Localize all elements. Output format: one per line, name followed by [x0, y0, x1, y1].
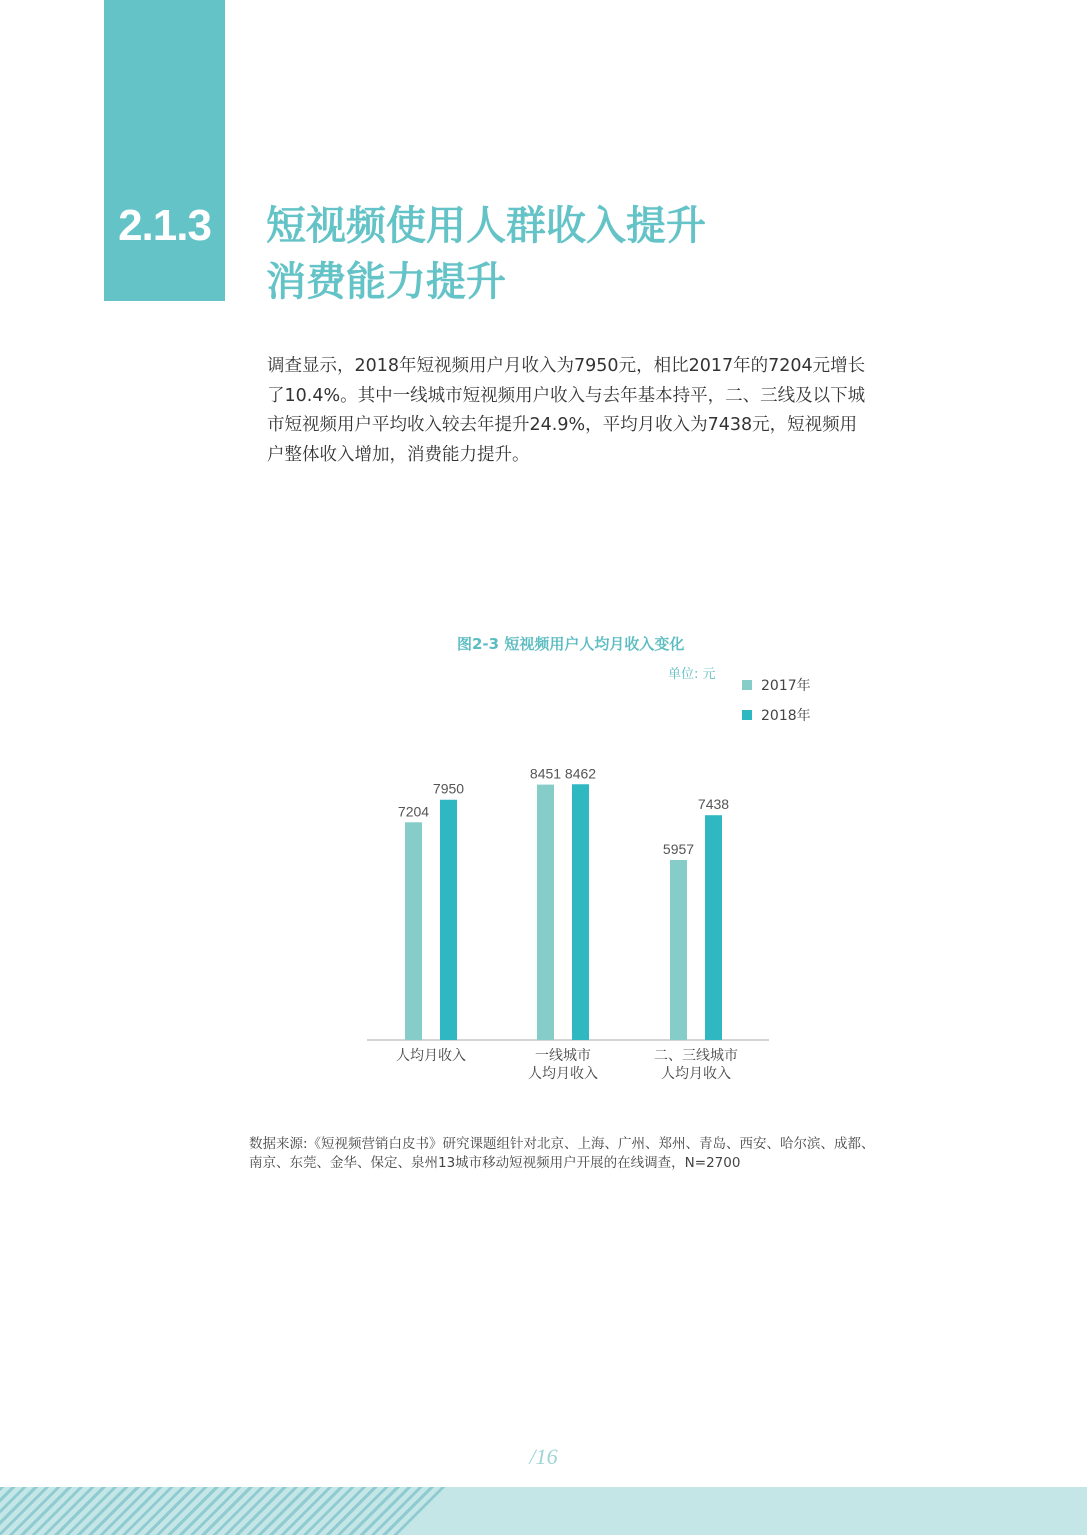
bar-2018年-2	[705, 815, 722, 1040]
x-tick-label: 人均月收入	[528, 1066, 598, 1082]
source-line: 南京、东莞、金华、保定、泉州13城市移动短视频用户开展的在线调查，N=2700	[249, 1155, 741, 1171]
data-source-note	[249, 1135, 949, 1173]
intro-line: 了10.4%。其中一线城市短视频用户收入与去年基本持平，二、三线及以下城	[267, 385, 866, 406]
chart-unit-label: 单位: 元	[668, 667, 716, 682]
data-label: 7438	[697, 796, 730, 813]
legend-label-2017: 2017年	[761, 678, 811, 694]
footer-stripes	[0, 1487, 448, 1535]
footer-band	[0, 1487, 1087, 1535]
chart-title: 图2-3 短视频用户人均月收入变化	[457, 635, 685, 653]
page-number	[0, 1444, 1087, 1470]
source-line: 数据来源:《短视频营销白皮书》研究课题组针对北京、上海、广州、郑州、青岛、西安、哈尔滨、成都、	[249, 1136, 875, 1152]
heading-line-1: 短视频使用人群收入提升	[266, 203, 706, 249]
bar-2017年-1	[537, 785, 554, 1040]
page-number-value: 16	[535, 1444, 558, 1469]
bar-2018年-1	[572, 784, 589, 1040]
heading-line-2: 消费能力提升	[266, 259, 506, 305]
legend-label-2018: 2018年	[761, 708, 811, 724]
intro-line: 户整体收入增加，消费能力提升。	[267, 444, 530, 465]
bar-2017年-0	[405, 822, 422, 1040]
data-label: 7950	[432, 780, 465, 797]
bar-2017年-2	[670, 860, 687, 1040]
intro-line: 市短视频用户平均收入较去年提升24.9%，平均月收入为7438元，短视频用	[267, 415, 858, 435]
data-label: 5957	[662, 840, 695, 857]
data-label: 8451	[529, 765, 562, 782]
section-number: 2.1.3	[118, 201, 211, 250]
x-tick-label: 一线城市	[535, 1048, 591, 1064]
x-tick-label: 二、三线城市	[654, 1048, 738, 1064]
x-tick-label: 人均月收入	[396, 1048, 466, 1064]
intro-line: 调查显示，2018年短视频用户月收入为7950元，相比2017年的7204元增长	[267, 356, 866, 376]
data-label: 7204	[397, 803, 430, 820]
page-number-slash: /	[529, 1444, 536, 1469]
data-label: 8462	[564, 765, 597, 782]
bar-2018年-0	[440, 800, 457, 1040]
x-tick-label: 人均月收入	[661, 1066, 731, 1082]
